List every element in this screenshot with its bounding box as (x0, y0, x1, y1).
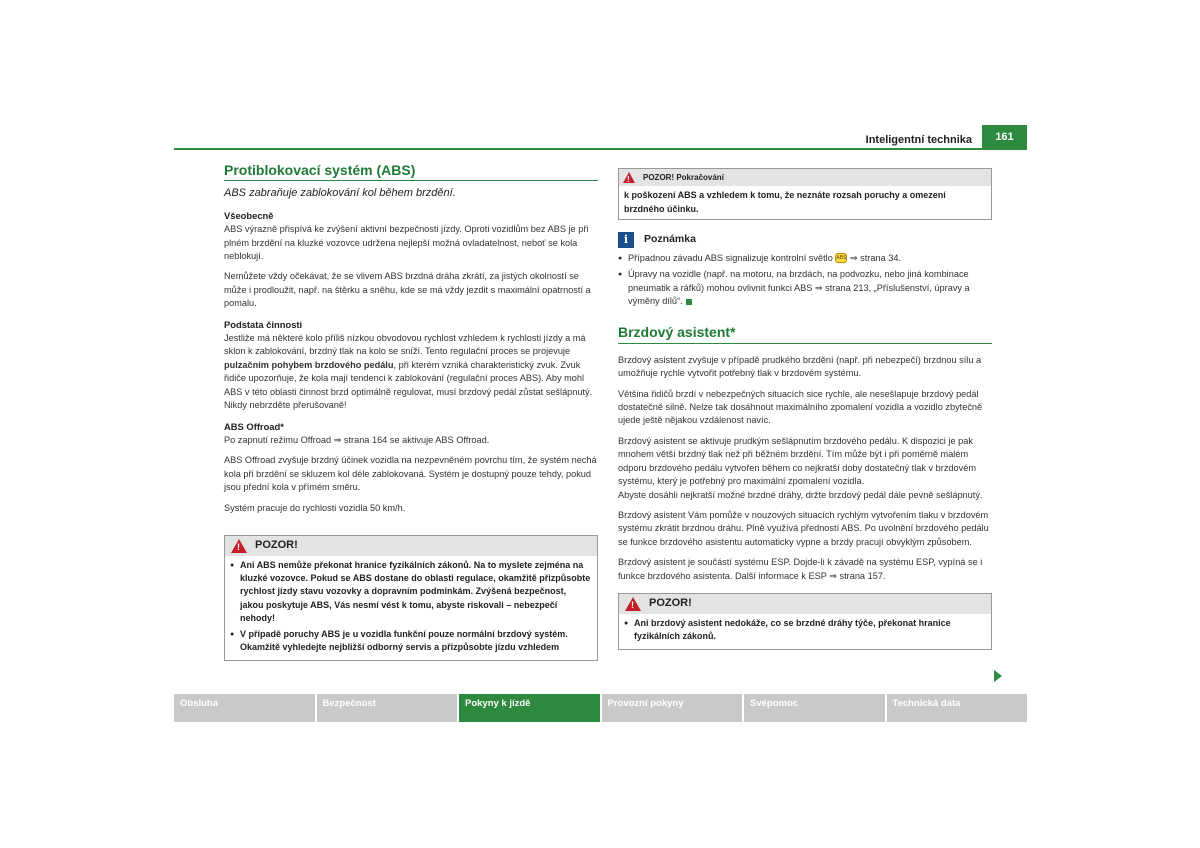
brake-assist-paragraph-4: Brzdový asistent Vám pomůže v nouzových situacích rychlým vytvořením tlaku v brzdovém systému zkrátit brzdnou dráhu. Plně využívá předností ABS. Po uvolnění brzdového pedálu se funkce brzdového asistentu automaticky vypne a brzdy pracují obvyklým způsobem. (618, 509, 989, 547)
abs-warning-bullet-2: ● V případě poruchy ABS je u vozidla funkční pouze normální brzdový systém. Okamžitě vyhledejte nejbližší odborný servis a přizpůsobte jízdu vzhledem (230, 628, 592, 654)
brake-assist-paragraph-2: Většina řidičů brzdí v nebezpečných situacích sice rychle, ale nesešlapuje brzdový pedál dostatečně silně. Nelze tak dosáhnout maximálního zpomalení vozidla a vozidlo zbytečně ujede ještě nějakou vzdálenost navíc. (618, 388, 983, 426)
brake-assist-paragraph-1: Brzdový asistent zvyšuje v případě prudkého brzdění (např. při nebezpečí) brzdnou sílu a umožňuje rychle vytvořit potřebný tlak v brzdovém systému. (618, 354, 982, 379)
warning-continued-title: POZOR! Pokračování (643, 173, 724, 182)
brake-assist-warning-title: POZOR! (649, 597, 692, 610)
info-icon: i (618, 232, 634, 248)
tab-bezpecnost[interactable]: Bezpečnost (317, 694, 458, 722)
abs-warning-title: POZOR! (255, 539, 298, 552)
tab-svepomoc[interactable]: Svépomoc (744, 694, 885, 722)
brake-assist-warning-header (619, 594, 991, 614)
note-bullet-1 (618, 252, 992, 265)
offroad-paragraph-1: Po zapnutí režimu Offroad ⇒ strana 164 se aktivuje ABS Offroad. (224, 434, 490, 445)
end-of-section-mark (686, 299, 692, 305)
brake-assist-warning-box (618, 593, 992, 650)
abs-warning-body (225, 556, 597, 660)
general-heading: Všeobecně (224, 209, 274, 221)
principle-paragraph (224, 332, 598, 412)
abs-warning-lamp-icon: ABS (836, 255, 847, 262)
offroad-paragraph-3: Systém pracuje do rychlosti vozidla 50 km/h. (224, 502, 406, 513)
warning-icon (625, 597, 641, 611)
warning-continued-body: k poškození ABS a vzhledem k tomu, že neznáte rozsah poruchy a omezení brzdného účinku. (624, 190, 946, 214)
brake-assist-warning-bullet-1: ● Ani brzdový asistent nedokáže, co se brzdné dráhy týče, překonat hranice fyzikálních zákonů. (624, 617, 986, 643)
left-column (224, 164, 598, 661)
offroad-paragraph-2: ABS Offroad zvyšuje brzdný účinek vozidla na nezpevněném povrchu tím, že systém nechá kola při brzdění se skluzem kol déle zablokovaná. Systém je dostupný pouze tehdy, pokud jsou přední kola v přímém směru. (224, 455, 597, 493)
brake-assist-paragraph-3: Brzdový asistent se aktivuje prudkým sešlápnutím brzdového pedálu. K dispozici je pak mnohem větší brzdný tlak než při běžném brzdění. Tím může být i při poměrně malém odporu brzdového pedálu vytvořen během co nejkratší doby dostatečný tlak v brzdovém systému, který je potřebný pro maximální zpomalení vozidla. (618, 435, 977, 487)
footer-nav (174, 694, 1027, 722)
note-title: Poznámka (644, 233, 696, 246)
abs-warning-header (225, 536, 597, 556)
offroad-heading: ABS Offroad* (224, 420, 284, 432)
abs-warning-box (224, 535, 598, 661)
warning-continued-header (619, 169, 991, 186)
principle-text-c: , při kterém vzniká charakteristický zvuk. Zvuk řidiče upozorňuje, že kola mají tendenci k zablokování (regulační proces ABS). Aby mohl ABS v této oblasti činnost brzd optimálně regulovat, musí brzdový pedál zůstat sešlápnutý. Nikdy nebrzděte přerušovaně! (224, 359, 593, 411)
general-paragraph-2: Nemůžete vždy očekávat, že se vlivem ABS brzdná dráha zkrátí, za jistých okolností se může i prodloužit, např. na štěrku a sněhu, kde se má vždy jezdit s maximální opatrností a pomalu. (224, 271, 591, 309)
right-column (618, 168, 992, 650)
tab-pokyny-k-jizde[interactable]: Pokyny k jízdě (459, 694, 600, 722)
abs-lead: ABS zabraňuje zablokování kol během brzdění. (224, 187, 456, 200)
brake-assist-heading: Brzdový asistent* (618, 326, 992, 343)
brake-assist-paragraph-3b: Abyste dosáhli nejkratší možné brzdné dráhy, držte brzdový pedál dále pevně sešlápnutý. (618, 489, 983, 500)
note-bullet-2-text: Úpravy na vozidle (např. na motoru, na brzdách, na podvozku, nebo jiná kombinace pneumatik a ráfků) mohou ovlivnit funkci ABS ⇒ strana 213, „Příslušenství, úpravy a výměny dílů“. (628, 269, 970, 307)
note-bullet-1-text: Případnou závadu ABS signalizuje kontrolní světlo (628, 252, 836, 263)
brake-assist-warning-body (619, 614, 991, 649)
note-bullet-1-ref: ⇒ strana 34. (847, 252, 902, 263)
principle-text-bold: pulzačním pohybem brzdového pedálu (224, 359, 394, 370)
abs-heading: Protiblokovací systém (ABS) (224, 164, 598, 181)
tab-obsluha[interactable]: Obsluha (174, 694, 315, 722)
warning-continued-box (618, 168, 992, 220)
page-number: 161 (982, 125, 1027, 149)
warning-icon (231, 539, 247, 553)
tab-technicka-data[interactable]: Technická data (887, 694, 1028, 722)
continue-arrow-icon (994, 670, 1002, 682)
tab-provozni-pokyny[interactable]: Provozní pokyny (602, 694, 743, 722)
general-paragraph-1: ABS výrazně přispívá ke zvýšení aktivní bezpečnosti jízdy. Oproti vozidlům bez ABS je při plném brzdění na kluzké vozovce udržena nejlepší možná ovladatelnost, neboť se kola neblokují. (224, 224, 589, 262)
note-header (618, 232, 992, 248)
warning-icon (623, 172, 635, 183)
principle-heading: Podstata činnosti (224, 318, 303, 330)
brake-assist-paragraph-5: Brzdový asistent je součástí systému ESP. Dojde-li k závadě na systému ESP, vypíná se i funkce brzdového asistenta. Další informace k ESP ⇒ strana 157. (618, 557, 983, 581)
abs-warning-bullet-1: ● Ani ABS nemůže překonat hranice fyzikálních zákonů. Na to myslete zejména na kluzké vozovce. Pokud se ABS dostane do oblasti regulace, okamžitě přizpůsobte rychlost jízdy stavu vozovky a dopravním podmínkám. Zvýšená bezpečnost, jakou poskytuje ABS, Vás nesmí vést k tomu, abyste riskovali – nebezpečí nehody! (230, 559, 592, 625)
principle-text-a: Jestliže má některé kolo příliš nízkou obvodovou rychlost vzhledem k rychlosti jízdy a má sklon k zablokování, brzdný tlak na kolo se sníží. Tento regulační proces se projevuje (224, 333, 586, 357)
section-title: Inteligentní technika (865, 134, 972, 146)
header-rule (174, 148, 1027, 150)
note-body (618, 252, 992, 309)
note-bullet-2 (618, 268, 992, 308)
